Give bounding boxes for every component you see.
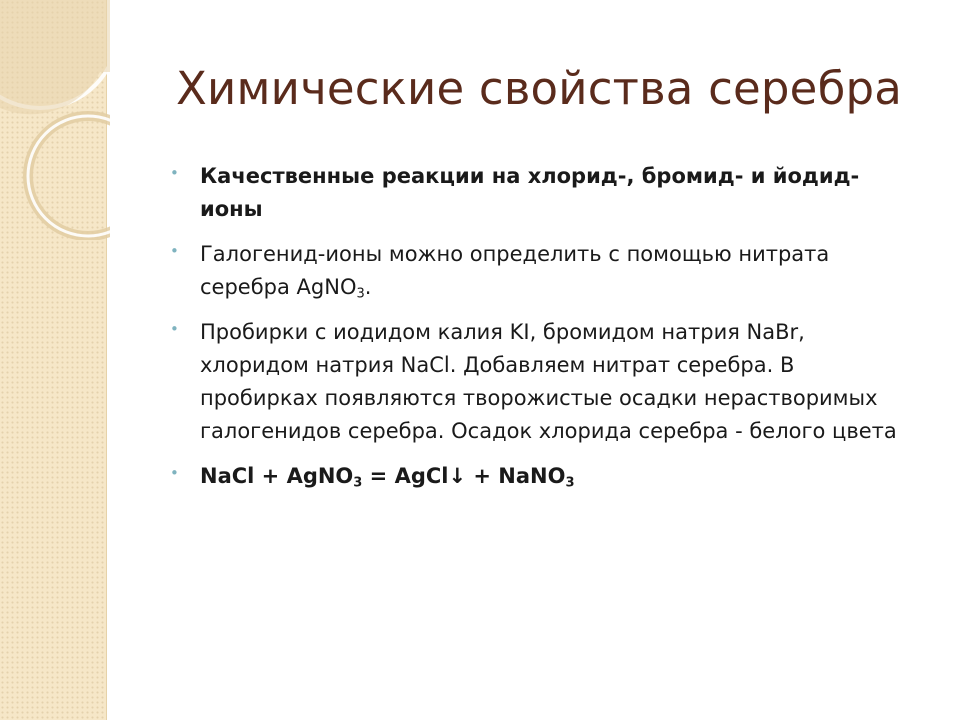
- bullet-text-main: Галогенид-ионы можно определить с помощью нитрата серебра AgNO: [200, 242, 830, 299]
- equation-part-2: = AgCl↓ + NaNO: [362, 464, 566, 488]
- decorative-rings: [0, 0, 110, 240]
- reaction-equation: [200, 464, 575, 491]
- bullet-item-test-tubes: [170, 316, 900, 448]
- bullet-text: Качественные реакции на хлорид-, бромид- и йодид-ионы: [200, 164, 860, 221]
- bullet-item-qualitative-reactions: [170, 160, 900, 226]
- bullet-text: [200, 242, 830, 302]
- bullet-list: [170, 160, 900, 505]
- bullet-item-reaction-equation: [170, 460, 900, 493]
- subscript: 3: [353, 475, 363, 491]
- bullet-text-end: .: [364, 275, 372, 299]
- subscript: 3: [565, 475, 575, 491]
- equation-part-1: NaCl + AgNO: [200, 464, 354, 488]
- bullet-text: Пробирки с иодидом калия KI, бромидом натрия NaBr, хлоридом натрия NaCl. Добавляем нитрат серебра. В пробирках появляются творожистые осадки нерастворимых галогенидов серебра. Осадок хлорида серебра - белого цвета: [200, 320, 897, 443]
- bullet-item-halide-detection: [170, 238, 900, 304]
- slide-title: Химические свойства серебра: [176, 62, 903, 115]
- bullet-dot-icon: •: [170, 320, 179, 338]
- bullet-dot-icon: •: [170, 164, 179, 182]
- bullet-dot-icon: •: [170, 464, 179, 482]
- subscript: 3: [356, 286, 365, 302]
- bullet-dot-icon: •: [170, 242, 179, 260]
